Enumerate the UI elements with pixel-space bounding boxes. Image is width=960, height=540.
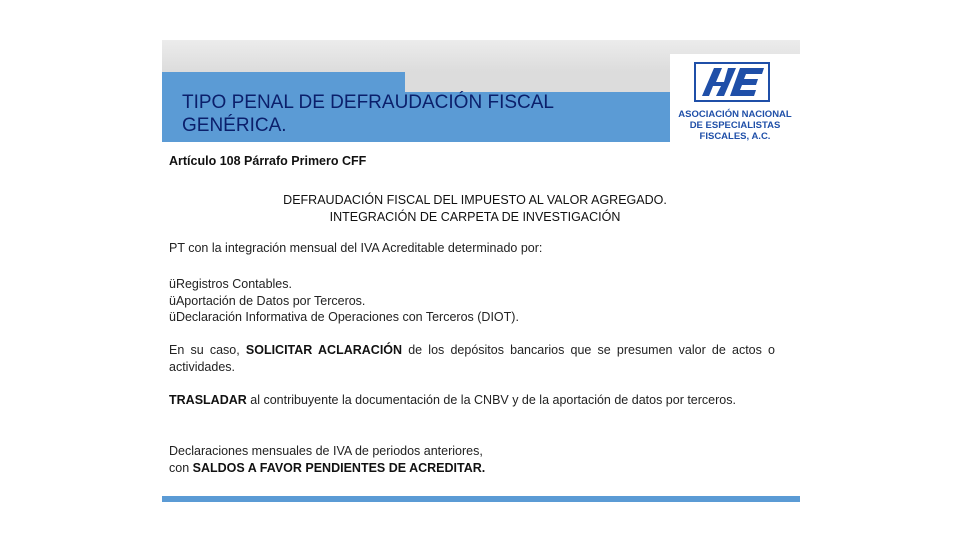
association-logo — [670, 54, 800, 144]
title-line-2: GENÉRICA. — [182, 115, 287, 136]
p3-pre: con — [169, 460, 193, 475]
logo-line-3: FISCALES, A.C. — [699, 131, 771, 142]
article-subtitle: Artículo 108 Párrafo Primero CFF — [169, 154, 367, 168]
heading-line-2: INTEGRACIÓN DE CARPETA DE INVESTIGACIÓN — [329, 210, 621, 224]
logo-caption — [670, 109, 800, 142]
p3-line-1: Declaraciones mensuales de IVA de periodos anteriores, — [169, 444, 483, 458]
footer-blue-bar — [162, 496, 800, 502]
checklist-item: üDeclaración Informativa de Operaciones con Terceros (DIOT). — [169, 310, 519, 324]
slide — [162, 40, 800, 502]
title-line-1: TIPO PENAL DE DEFRAUDACIÓN FISCAL — [182, 92, 554, 113]
paragraph-aclaracion — [169, 342, 775, 375]
p1-pre: En su caso, — [169, 343, 246, 357]
paragraph-traslado — [169, 392, 775, 409]
header-gray-step — [405, 72, 670, 92]
ane-logo-icon — [694, 62, 770, 102]
header-blue-step — [162, 72, 405, 92]
logo-line-1: ASOCIACIÓN NACIONAL — [678, 109, 792, 120]
slide-title — [182, 91, 652, 137]
p3-line-2 — [169, 460, 775, 477]
p2-bold: TRASLADAR — [169, 393, 247, 407]
p1-bold: SOLICITAR ACLARACIÓN — [245, 343, 403, 357]
paragraph-saldos — [169, 443, 775, 476]
section-heading — [162, 192, 788, 226]
logo-line-2: DE ESPECIALISTAS — [689, 120, 781, 131]
checklist-item: üRegistros Contables. — [169, 277, 292, 291]
intro-paragraph: PT con la integración mensual del IVA Acreditable determinado por: — [169, 241, 543, 255]
heading-line-1: DEFRAUDACIÓN FISCAL DEL IMPUESTO AL VALOR AGREGADO. — [283, 193, 667, 207]
p1-post: de los depósitos bancarios que se presumen valor de actos o actividades. — [169, 343, 776, 374]
p3-bold: SALDOS A FAVOR PENDIENTES DE ACREDITAR. — [192, 460, 486, 475]
p2-post: al contribuyente la documentación de la CNBV y de la aportación de datos por terceros. — [246, 393, 736, 407]
checklist-item: üAportación de Datos por Terceros. — [169, 293, 366, 308]
checklist — [169, 276, 775, 326]
